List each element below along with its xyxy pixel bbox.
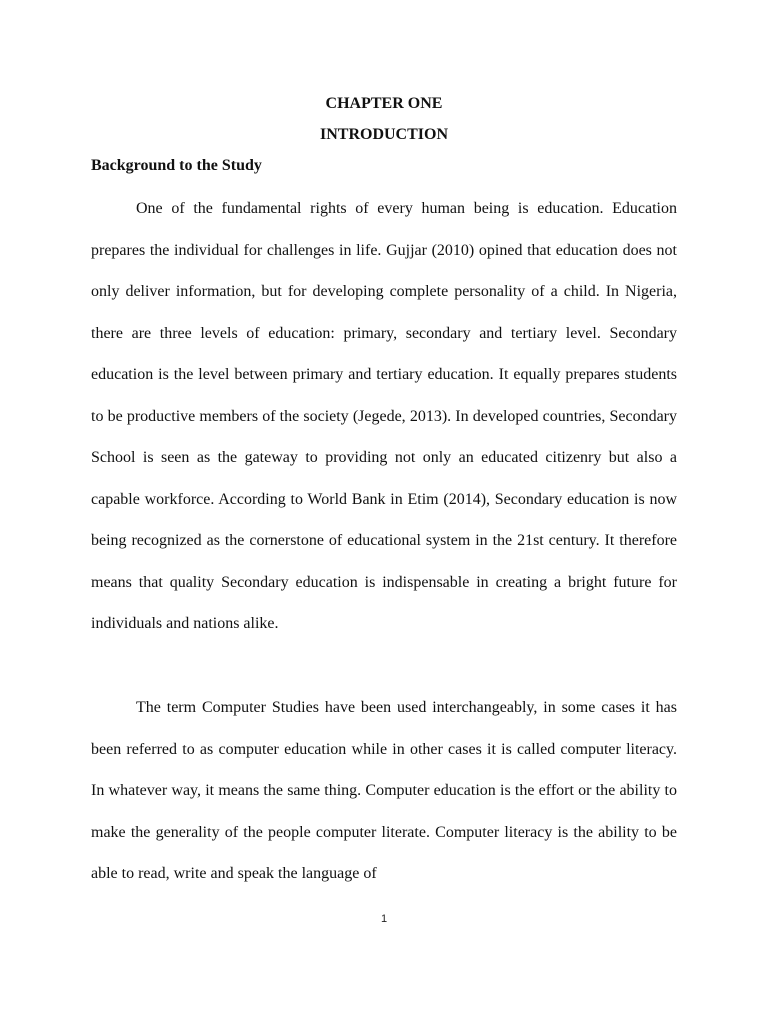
chapter-title: INTRODUCTION	[319, 126, 448, 143]
page-number: 1	[380, 913, 388, 925]
body-paragraph: The term Computer Studies have been used interchangeably, in some cases it has been referred to as computer education while in other cases it is called computer literacy. In whatever way, it means the same thing. Computer education is the effort or the ability to make the generality of the people computer literate. Computer literacy is the ability to be able to read, write and speak the language of	[91, 699, 677, 882]
chapter-heading: CHAPTER ONE	[325, 95, 443, 112]
section-heading: Background to the Study	[91, 157, 262, 174]
body-paragraph: One of the fundamental rights of every human being is education. Education prepares the individual for challenges in life. Gujjar (2010) opined that education does not only deliver information, but for developing complete personality of a child. In Nigeria, there are three levels of education: primary, secondary and tertiary level. Secondary education is the level between primary and tertiary education. It equally prepares students to be productive members of the society (Jegede, 2013). In developed countries, Secondary School is seen as the gateway to providing not only an educated citizenry but also a capable workforce. According to World Bank in Etim (2014), Secondary education is now being recognized as the cornerstone of educational system in the 21st century. It therefore means that quality Secondary education is indispensable in creating a bright future for individuals and nations alike.	[91, 200, 677, 632]
